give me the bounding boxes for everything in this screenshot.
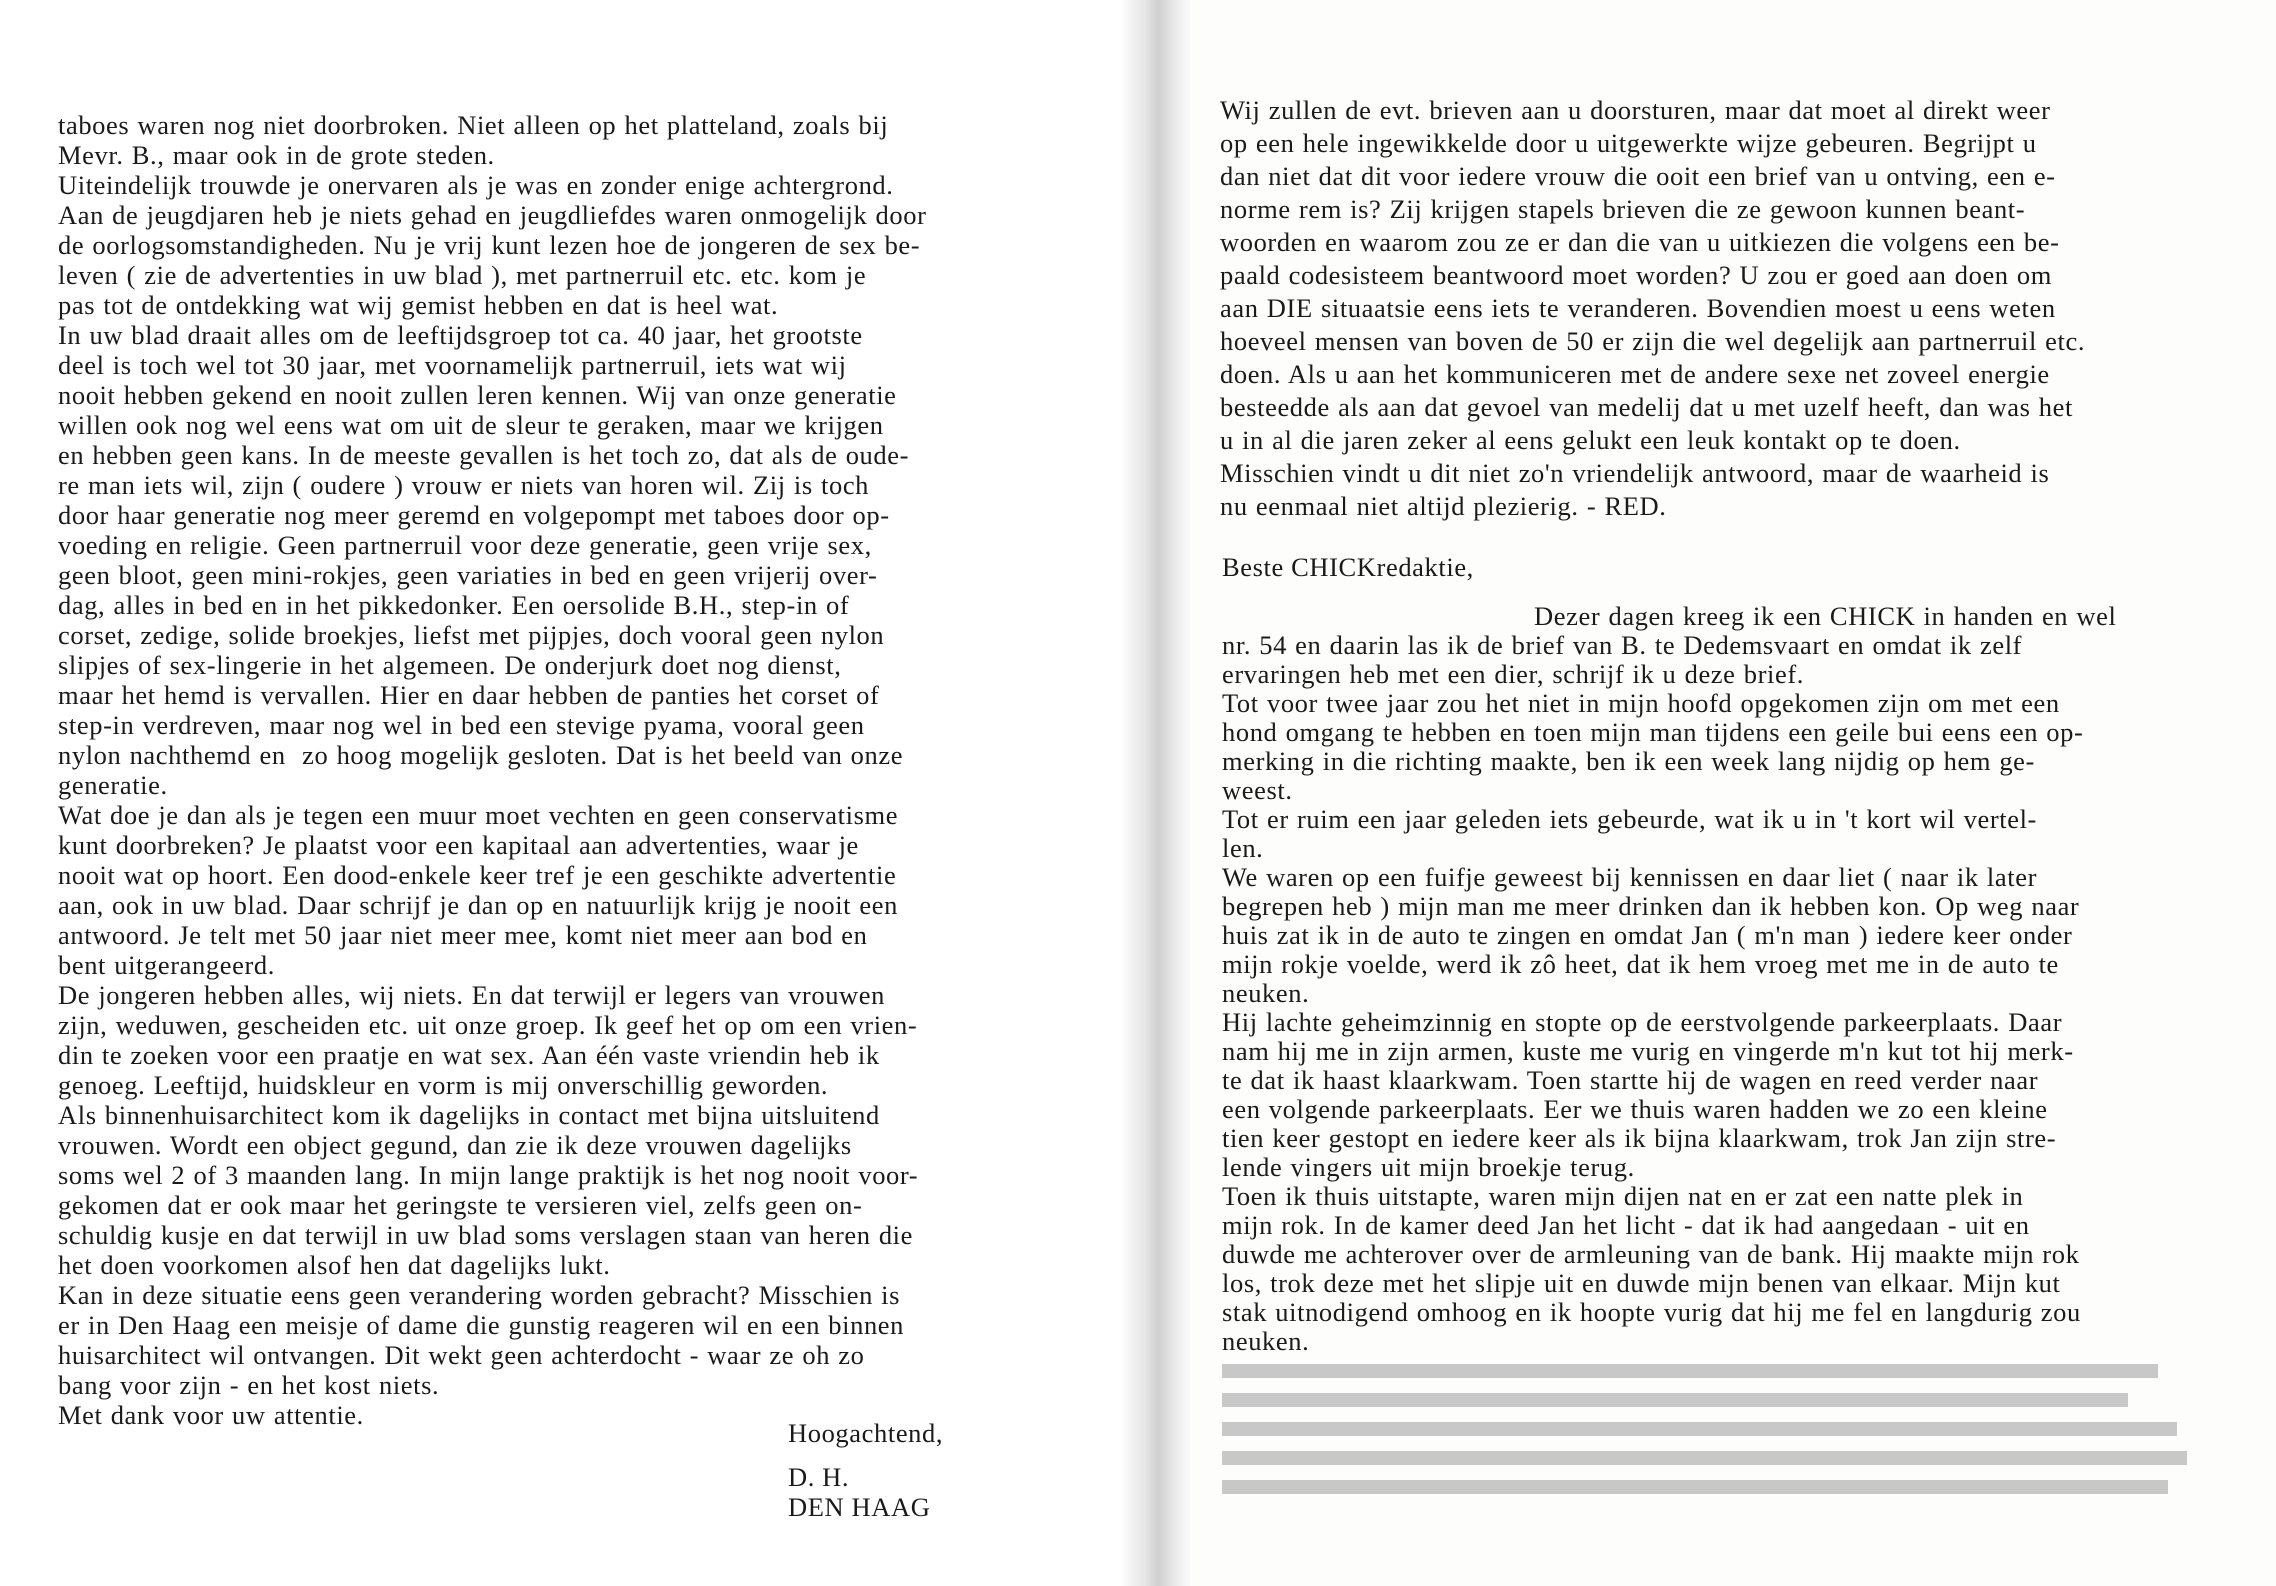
text-line: te dat ik haast klaarkwam. Toen startte hij de wagen en reed verder naar [1222, 1065, 2039, 1095]
text-line: neuken. [1222, 1326, 1310, 1356]
text-line: neuken. [1222, 978, 1310, 1008]
text-line: het doen voorkomen alsof hen dat dagelijks lukt. [58, 1250, 611, 1280]
text-line: stak uitnodigend omhoog en ik hoopte vurig dat hij me fel en langdurig zou [1222, 1297, 2081, 1327]
text-line: generatie. [58, 770, 168, 800]
text-line: re man iets wil, zijn ( oudere ) vrouw er niets van horen wil. Zij is toch [58, 470, 870, 500]
text-line: norme rem is? Zij krijgen stapels brieven die ze gewoon kunnen beant- [1220, 194, 2026, 224]
text-line: bang voor zijn - en het kost niets. [58, 1370, 440, 1400]
text-line: step-in verdreven, maar nog wel in bed een stevige pyama, vooral geen [58, 710, 865, 740]
text-line: paald codesisteem beantwoord moet worden? U zou er goed aan doen om [1220, 260, 2052, 290]
text-line: ervaringen heb met een dier, schrijf ik u deze brief. [1222, 659, 1805, 689]
text-line: Toen ik thuis uitstapte, waren mijn dijen nat en er zat een natte plek in [1222, 1181, 2024, 1211]
book-gutter [1120, 0, 1190, 1586]
text-line: er in Den Haag een meisje of dame die gunstig reageren wil en een binnen [58, 1310, 905, 1340]
text-line: en hebben geen kans. In de meeste gevallen is het toch zo, dat als de oude- [58, 440, 910, 470]
text-line: nam hij me in zijn armen, kuste me vurig en vingerde m'n kut tot hij merk- [1222, 1036, 2074, 1066]
signature-closing: Hoogachtend, [788, 1418, 944, 1448]
redacted-line [1222, 1443, 2116, 1472]
text-line: gekomen dat er ook maar het geringste te versieren viel, zelfs geen on- [58, 1190, 863, 1220]
text-line: Tot voor twee jaar zou het niet in mijn hoofd opgekomen zijn om met een [1222, 688, 2060, 718]
text-line: Aan de jeugdjaren heb je niets gehad en jeugdliefdes waren onmogelijk door [58, 200, 927, 230]
text-line: Kan in deze situatie eens geen verandering worden gebracht? Misschien is [58, 1280, 901, 1310]
text-line: huis zat ik in de auto te zingen en omdat Jan ( m'n man ) iedere keer onder [1222, 920, 2073, 950]
text-line: besteedde als aan dat gevoel van medelij dat u met uzelf heeft, dan was het [1220, 392, 2073, 422]
text-line: Uiteindelijk trouwde je onervaren als je was en zonder enige achtergrond. [58, 170, 894, 200]
text-line: aan DIE situaatsie eens iets te veranderen. Bovendien moest u eens weten [1220, 293, 2056, 323]
text-line: merking in die richting maakte, ben ik een week lang nijdig op hem ge- [1222, 746, 2035, 776]
text-line: hond omgang te hebben en toen mijn man tijdens een geile bui eens een op- [1222, 717, 2084, 747]
text-line: nooit wat op hoort. Een dood-enkele keer tref je een geschikte advertentie [58, 860, 897, 890]
text-line: mijn rok. In de kamer deed Jan het licht - dat ik had aangedaan - uit en [1222, 1210, 2030, 1240]
text-line: nylon nachthemd en zo hoog mogelijk gesloten. Dat is het beeld van onze [58, 740, 904, 770]
text-line: soms wel 2 of 3 maanden lang. In mijn lange praktijk is het nog nooit voor- [58, 1160, 919, 1190]
text-line: Als binnenhuisarchitect kom ik dagelijks in contact met bijna uitsluitend [58, 1100, 880, 1130]
signature-initials: D. H. [788, 1462, 850, 1492]
text-line: woorden en waarom zou ze er dan die van u uitkiezen die volgens een be- [1220, 227, 2060, 257]
text-line: In uw blad draait alles om de leeftijdsgroep tot ca. 40 jaar, het grootste [58, 320, 863, 350]
text-line: slipjes of sex-lingerie in het algemeen. De onderjurk doet nog dienst, [58, 650, 842, 680]
redacted-line [1222, 1472, 2116, 1501]
text-line: nr. 54 en daarin las ik de brief van B. te Dedemsvaart en omdat ik zelf [1222, 630, 2023, 660]
text-line: Misschien vindt u dit niet zo'n vriendelijk antwoord, maar de waarheid is [1220, 458, 2050, 488]
text-line: maar het hemd is vervallen. Hier en daar hebben de panties het corset of [58, 680, 880, 710]
redacted-line [1222, 1356, 2116, 1385]
text-line: leven ( zie de advertenties in uw blad ), met partnerruil etc. etc. kom je [58, 260, 867, 290]
text-line: schuldig kusje en dat terwijl in uw blad soms verslagen staan van heren die [58, 1220, 914, 1250]
text-line: duwde me achterover over de armleuning van de bank. Hij maakte mijn rok [1222, 1239, 2080, 1269]
text-line: willen ook nog wel eens wat om uit de sleur te geraken, maar we krijgen [58, 410, 884, 440]
text-line: geen bloot, geen mini-rokjes, geen variaties in bed en geen vrijerij over- [58, 560, 878, 590]
text-line: len. [1222, 833, 1264, 863]
text-line: Wij zullen de evt. brieven aan u doorsturen, maar dat moet al direkt weer [1220, 95, 2051, 125]
text-line: begrepen heb ) mijn man me meer drinken dan ik hebben kon. Op weg naar [1222, 891, 2080, 921]
text-line: op een hele ingewikkelde door u uitgewerkte wijze gebeuren. Begrijpt u [1220, 128, 2037, 158]
text-line: de oorlogsomstandigheden. Nu je vrij kunt lezen hoe de jongeren de sex be- [58, 230, 921, 260]
text-line: Wat doe je dan als je tegen een muur moet vechten en geen conservatisme [58, 800, 899, 830]
text-line: deel is toch wel tot 30 jaar, met voornamelijk partnerruil, iets wat wij [58, 350, 847, 380]
text-line: antwoord. Je telt met 50 jaar niet meer mee, komt niet meer aan bod en [58, 920, 868, 950]
text-line: corset, zedige, solide broekjes, liefst met pijpjes, doch vooral geen nylon [58, 620, 885, 650]
text-line: taboes waren nog niet doorbroken. Niet alleen op het platteland, zoals bij [58, 110, 889, 140]
text-line: genoeg. Leeftijd, huidskleur en vorm is mij onverschillig geworden. [58, 1070, 829, 1100]
text-line: nu eenmaal niet altijd plezierig. - RED. [1220, 491, 1667, 521]
text-line: mijn rokje voelde, werd ik zô heet, dat ik hem vroeg met me in de auto te [1222, 949, 2059, 979]
text-line: zijn, weduwen, gescheiden etc. uit onze groep. Ik geef het op om een vrien- [58, 1010, 918, 1040]
text-line: nooit hebben gekend en nooit zullen leren kennen. Wij van onze generatie [58, 380, 897, 410]
letter-text-right [1222, 602, 2116, 1501]
text-line: voeding en religie. Geen partnerruil voor deze generatie, geen vrije sex, [58, 530, 872, 560]
text-line: hoeveel mensen van boven de 50 er zijn die wel degelijk aan partnerruil etc. [1220, 326, 2086, 356]
redacted-line [1222, 1414, 2116, 1443]
text-line: dag, alles in bed en in het pikkedonker. Een oersolide B.H., step-in of [58, 590, 850, 620]
text-line: Mevr. B., maar ook in de grote steden. [58, 140, 495, 170]
text-line: Dezer dagen kreeg ik een CHICK in handen en wel [1534, 601, 2117, 631]
signature-city: DEN HAAG [788, 1492, 931, 1522]
text-line: De jongeren hebben alles, wij niets. En dat terwijl er legers van vrouwen [58, 980, 885, 1010]
text-line: Tot er ruim een jaar geleden iets gebeurde, wat ik u in 't kort wil vertel- [1222, 804, 2037, 834]
letter-salutation: Beste CHICKredaktie, [1222, 552, 1474, 582]
text-line: door haar generatie nog meer geremd en volgepompt met taboes door op- [58, 500, 890, 530]
text-line: vrouwen. Wordt een object gegund, dan zie ik deze vrouwen dagelijks [58, 1130, 852, 1160]
text-line: Met dank voor uw attentie. [58, 1400, 364, 1430]
text-line: bent uitgerangeerd. [58, 950, 275, 980]
editorial-reply [1220, 94, 2085, 523]
text-line: lende vingers uit mijn broekje terug. [1222, 1152, 1635, 1182]
text-line: weest. [1222, 775, 1293, 805]
text-line: dan niet dat dit voor iedere vrouw die ooit een brief van u ontving, een e- [1220, 161, 2056, 191]
text-line: los, trok deze met het slipje uit en duwde mijn benen van elkaar. Mijn kut [1222, 1268, 2061, 1298]
text-line: Hij lachte geheimzinnig en stopte op de eerstvolgende parkeerplaats. Daar [1222, 1007, 2063, 1037]
text-line: doen. Als u aan het kommuniceren met de andere sexe net zoveel energie [1220, 359, 2050, 389]
text-line: kunt doorbreken? Je plaatst voor een kapitaal aan advertenties, waar je [58, 830, 859, 860]
text-line: u in al die jaren zeker al eens gelukt een leuk kontakt op te doen. [1220, 425, 1961, 455]
text-line: tien keer gestopt en iedere keer als ik bijna klaarkwam, trok Jan zijn stre- [1222, 1123, 2057, 1153]
letter-text-left [58, 110, 927, 1430]
text-line: huisarchitect wil ontvangen. Dit wekt geen achterdocht - waar ze oh zo [58, 1340, 865, 1370]
text-line: din te zoeken voor een praatje en wat sex. Aan één vaste vriendin heb ik [58, 1040, 880, 1070]
text-line: pas tot de ontdekking wat wij gemist hebben en dat is heel wat. [58, 290, 779, 320]
redacted-line [1222, 1385, 2116, 1414]
text-line: aan, ook in uw blad. Daar schrijf je dan op en natuurlijk krijg je nooit een [58, 890, 898, 920]
text-line: We waren op een fuifje geweest bij kennissen en daar liet ( naar ik later [1222, 862, 2038, 892]
text-line: een volgende parkeerplaats. Eer we thuis waren hadden we zo een kleine [1222, 1094, 2048, 1124]
